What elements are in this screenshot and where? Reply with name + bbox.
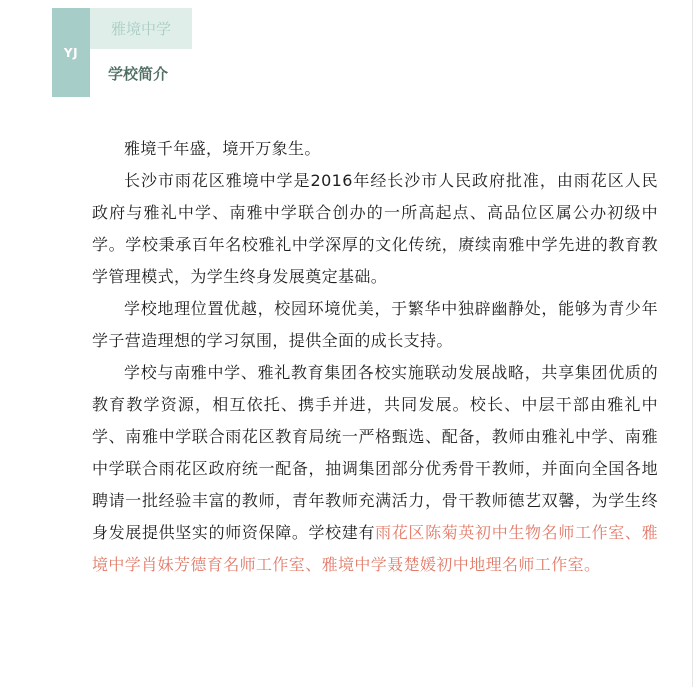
school-name-banner: 雅境中学 <box>90 8 192 49</box>
intro-paragraph: 雅境千年盛，境开万象生。 <box>124 139 321 158</box>
location-paragraph: 学校地理位置优越，校园环境优美，于繁华中独辟幽静处，能够为青少年学子营造理想的学习氛围，提供全面的成长支持。 <box>92 299 658 350</box>
section-title: 学校简介 <box>108 64 169 83</box>
studios-highlight-text: 雨花区陈菊英初中生物名师工作室、雅境中学肖妹芳德育名师工作室、雅境中学聂楚媛初中地理名师工作室。 <box>92 523 658 574</box>
article-body <box>92 133 658 581</box>
faculty-paragraph <box>92 357 658 581</box>
history-paragraph: 长沙市雨花区雅境中学是2016年经长沙市人民政府批准，由雨花区人民政府与雅礼中学、南雅中学联合创办的一所高起点、高品位区属公办初级中学。学校秉承百年名校雅礼中学深厚的文化传统，赓续南雅中学先进的教育教学管理模式，为学生终身发展奠定基础。 <box>92 171 658 286</box>
yj-badge: YJ <box>52 8 90 97</box>
faculty-paragraph-text: 学校与南雅中学、雅礼教育集团各校实施联动发展战略，共享集团优质的教育教学资源，相互依托、携手并进，共同发展。校长、中层干部由雅礼中学、南雅中学联合雨花区教育局统一严格甄选、配备，教师由雅礼中学、南雅中学联合雨花区政府统一配备，抽调集团部分优秀骨干教师，并面向全国各地聘请一批经验丰富的教师，青年教师充满活力，骨干教师德艺双馨，为学生终身发展提供坚实的师资保障。学校建有 <box>92 363 658 542</box>
